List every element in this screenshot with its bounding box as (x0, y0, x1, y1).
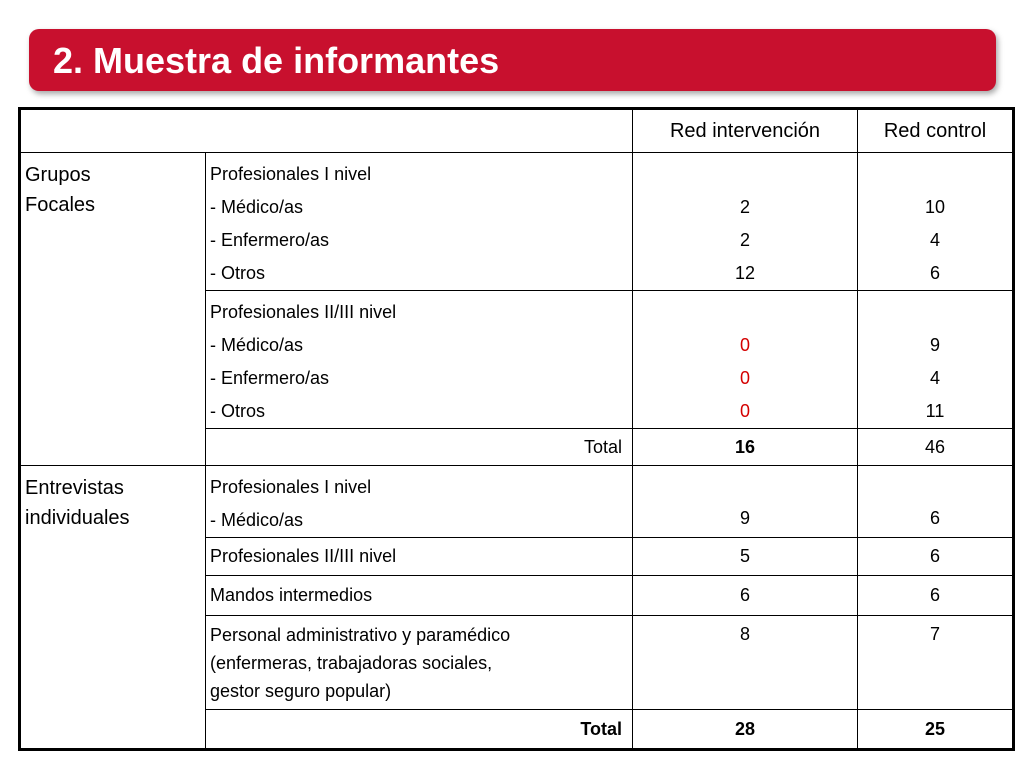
header-red-intervencion: Red intervención (633, 109, 858, 153)
ei-mandos-intervencion: 6 (633, 576, 858, 616)
gf-nivel1-roles: Profesionales I nivel - Médico/as - Enfermero/as - Otros (206, 153, 633, 291)
header-empty-cell (20, 109, 633, 153)
ei-personal-intervencion: 8 (633, 616, 858, 710)
gf-nivel1-intervencion: 2 2 12 (633, 153, 858, 291)
header-red-control: Red control (858, 109, 1014, 153)
gf-nivel23-control: 9 4 11 (858, 291, 1014, 429)
gf-nivel23-intervencion: 0 0 0 (633, 291, 858, 429)
gf-nivel23-roles: Profesionales II/III nivel - Médico/as - Enfermero/as - Otros (206, 291, 633, 429)
ei-total-label: Total (206, 710, 633, 750)
gf-nivel1-control: 10 4 6 (858, 153, 1014, 291)
ei-total-intervencion: 28 (633, 710, 858, 750)
ei-nivel23-label: Profesionales II/III nivel (206, 538, 633, 576)
gf-total-control: 46 (858, 429, 1014, 466)
ei-nivel1-intervencion: 9 (633, 466, 858, 538)
ei-nivel1-roles: Profesionales I nivel - Médico/as (206, 466, 633, 538)
table-row (20, 153, 1014, 291)
ei-personal-label: Personal administrativo y paramédico (enfermeras, trabajadoras sociales, gestor seguro popular) (206, 616, 633, 710)
ei-mandos-control: 6 (858, 576, 1014, 616)
title-bar (29, 29, 996, 91)
table-row (20, 466, 1014, 538)
ei-nivel23-control: 6 (858, 538, 1014, 576)
ei-nivel23-intervencion: 5 (633, 538, 858, 576)
gf-total-label: Total (206, 429, 633, 466)
sample-table (18, 107, 1015, 751)
grupos-focales-label: Grupos Focales (20, 153, 206, 466)
entrevistas-label: Entrevistas individuales (20, 466, 206, 750)
ei-nivel1-control: 6 (858, 466, 1014, 538)
header-row (20, 109, 1014, 153)
ei-total-control: 25 (858, 710, 1014, 750)
gf-total-intervencion: 16 (633, 429, 858, 466)
ei-mandos-label: Mandos intermedios (206, 576, 633, 616)
ei-personal-control: 7 (858, 616, 1014, 710)
page-title: 2. Muestra de informantes (53, 40, 500, 81)
